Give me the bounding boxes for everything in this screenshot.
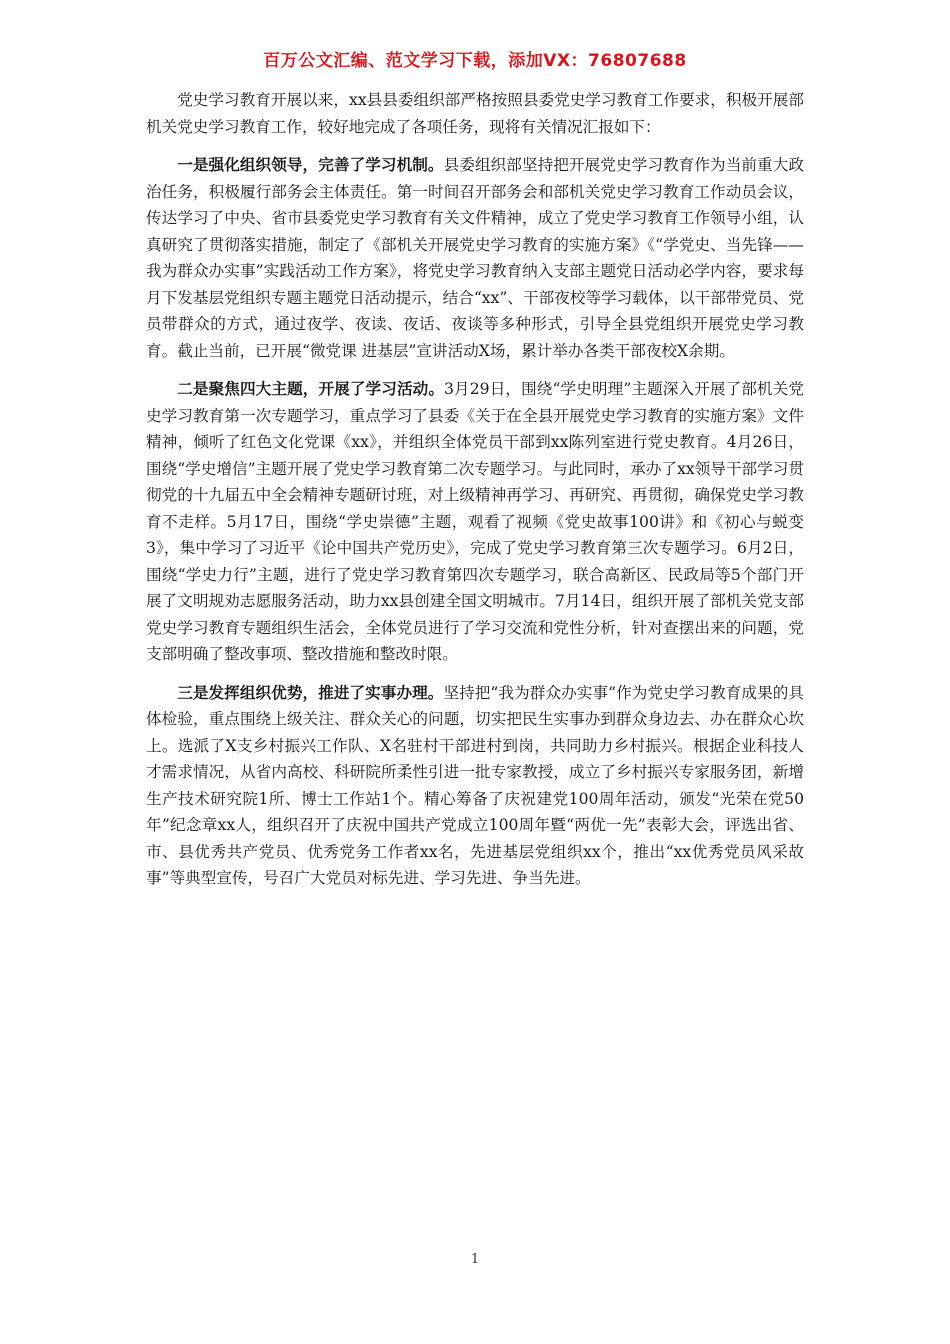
section-body-3: 坚持把“我为群众办实事”作为党史学习教育成果的具体检验，重点围绕上级关注、群众关心的问题，切实把民生实事办到群众身边去、办在群众心坎上。选派了X支乡村振兴工作队、X名驻村干部进村到岗，共同助力乡村振兴。根据企业科技人才需求情况，从省内高校、科研院所柔性引进一批专家教授，成立了乡村振兴专家服务团，新增生产技术研究院1所、博士工作站1个。精心筹备了庆祝建党100周年活动，颁发“光荣在党50年”纪念章xx人，组织召开了庆祝中国共产党成立100周年暨“两优一先”表彰大会，评选出省、市、县优秀共产党员、优秀党务工作者xx名，先进基层党组织xx个，推出“xx优秀党员风采故事”等典型宣传，号召广大党员对标先进、学习先进、争当先进。: [146, 683, 804, 887]
section-paragraph-1: [146, 152, 804, 364]
section-paragraph-3: [146, 680, 804, 892]
section-body-1: 县委组织部坚持把开展党史学习教育作为当前重大政治任务，积极履行部务会主体责任。第一时间召开部务会和部机关党史学习教育工作动员会议，传达学习了中央、省市县委党史学习教育有关文件精神，成立了党史学习教育工作领导小组，认真研究了贯彻落实措施，制定了《部机关开展党史学习教育的实施方案》《“学党史、当先锋——我为群众办实事”实践活动工作方案》，将党史学习教育纳入支部主题党日活动必学内容，要求每月下发基层党组织专题主题党日活动提示，结合“xx”、干部夜校等学习载体，以干部带党员、党员带群众的方式，通过夜学、夜读、夜话、夜谈等多种形式，引导全县党组织开展党史学习教育。截止当前，已开展“微党课 进基层”宣讲活动X场，累计举办各类干部夜校X余期。: [146, 156, 804, 360]
header-banner: 百万公文汇编、范文学习下载，添加VX：76807688: [263, 51, 687, 71]
document-body: [146, 87, 804, 904]
section-heading-2: 二是聚焦四大主题，开展了学习活动。: [177, 380, 445, 398]
section-heading-1: 一是强化组织领导，完善了学习机制。: [177, 156, 444, 174]
section-heading-3: 三是发挥组织优势，推进了实事办理。: [177, 683, 444, 702]
intro-paragraph: 党史学习教育开展以来，xx县县委组织部严格按照县委党史学习教育工作要求，积极开展部机关党史学习教育工作，较好地完成了各项任务，现将有关情况汇报如下：: [146, 91, 804, 136]
section-body-2: 3月29日，围绕“学史明理”主题深入开展了部机关党史学习教育第一次专题学习，重点学习了县委《关于在全县开展党史学习教育的实施方案》文件精神，倾听了红色文化党课《xx》，并组织全体党员干部到xx陈列室进行党史教育。4月26日，围绕“学史增信”主题开展了党史学习教育第二次专题学习。与此同时，承办了xx领导干部学习贯彻党的十九届五中全会精神专题研讨班，对上级精神再学习、再研究、再贯彻，确保党史学习教育不走样。5月17日，围绕“学史崇德”主题，观看了视频《党史故事100讲》和《初心与蜕变3》，集中学习了习近平《论中国共产党历史》，完成了党史学习教育第三次专题学习。6月2日，围绕“学史力行”主题，进行了党史学习教育第四次专题学习，联合高新区、民政局等5个部门开展了文明规劝志愿服务活动，助力xx县创建全国文明城市。7月14日，组织开展了部机关党支部党史学习教育专题组织生活会，全体党员进行了学习交流和党性分析，针对查摆出来的问题，党支部明确了整改事项、整改措施和整改时限。: [146, 380, 804, 663]
section-paragraph-2: [146, 376, 804, 668]
page-number: 1: [470, 1252, 480, 1267]
